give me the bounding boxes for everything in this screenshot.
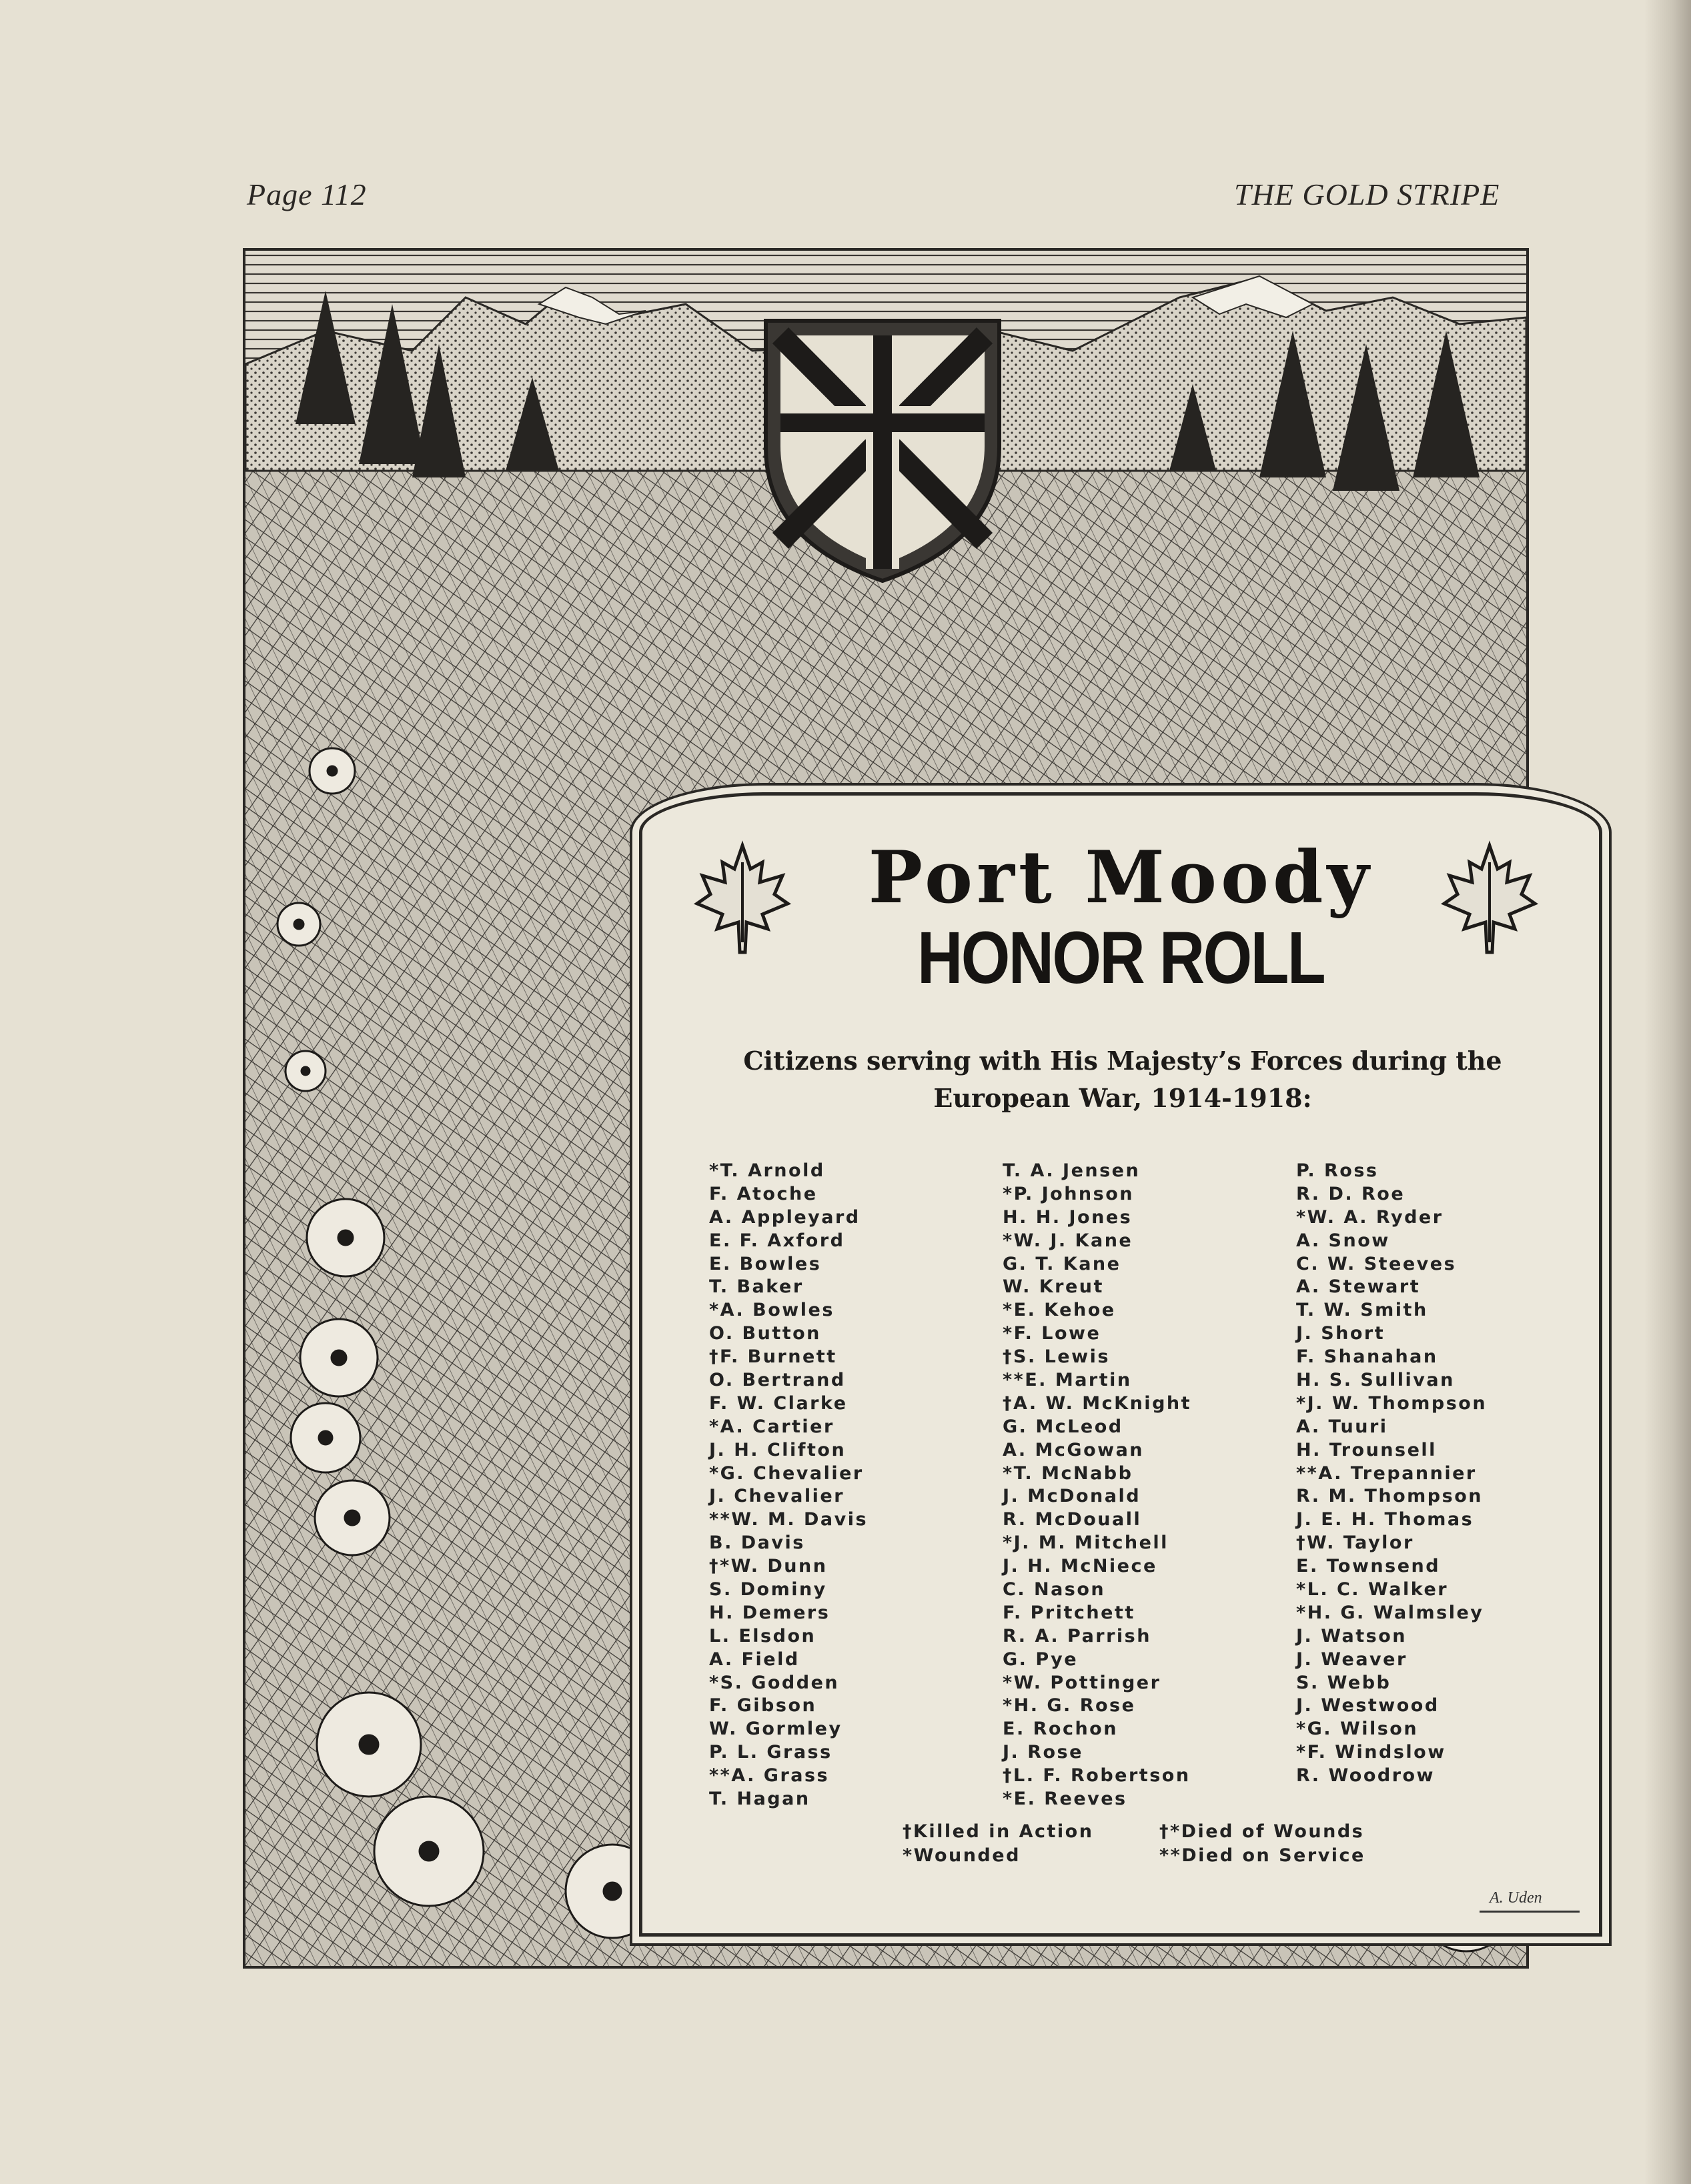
- honor-roll-name: S. Webb: [1296, 1672, 1391, 1693]
- honor-roll-name: W. Kreut: [1003, 1276, 1104, 1298]
- honor-roll-name: J. E. H. Thomas: [1296, 1509, 1474, 1530]
- honor-roll-name: **A. Trepannier: [1296, 1462, 1477, 1484]
- honor-roll-name: R. M. Thompson: [1296, 1486, 1483, 1507]
- honor-roll-name: R. McDouall: [1003, 1509, 1142, 1530]
- magazine-title: THE GOLD STRIPE: [1234, 177, 1500, 211]
- honor-roll-name: R. A. Parrish: [1003, 1625, 1151, 1647]
- honor-roll-name: *H. G. Walmsley: [1296, 1602, 1484, 1623]
- honor-roll-name: H. Trounsell: [1296, 1439, 1437, 1460]
- honor-roll-name: †A. W. McKnight: [1003, 1392, 1192, 1414]
- honor-roll-name: E. Townsend: [1296, 1556, 1441, 1577]
- honor-roll-name: J. Weaver: [1296, 1649, 1407, 1670]
- honor-roll-name: *A. Bowles: [709, 1300, 834, 1321]
- intro-text: Citizens serving with His Majesty’s Forces during the European War, 1914-1918:: [743, 1046, 1502, 1113]
- honor-roll-name: *W. Pottinger: [1003, 1672, 1161, 1693]
- honor-roll-name: J. McDonald: [1003, 1486, 1141, 1507]
- honor-roll-name: **A. Grass: [709, 1765, 830, 1787]
- honor-roll-name: A. Field: [709, 1649, 800, 1670]
- honor-roll-name: R. Woodrow: [1296, 1765, 1436, 1787]
- honor-roll-name: E. Bowles: [709, 1253, 822, 1274]
- honor-roll-name: J. Westwood: [1296, 1695, 1440, 1717]
- honor-roll-name: J. H. McNiece: [1003, 1556, 1157, 1577]
- names-column-1: [709, 1160, 868, 1811]
- honor-roll-name: †L. F. Robertson: [1003, 1765, 1191, 1787]
- legend-died-of-wounds: †*Died of Wounds: [1159, 1821, 1365, 1842]
- honor-roll-name: G. Pye: [1003, 1649, 1079, 1670]
- honor-roll-name: E. F. Axford: [709, 1230, 845, 1251]
- honor-roll-name: *J. M. Mitchell: [1003, 1532, 1169, 1554]
- legend-right: [1159, 1820, 1365, 1868]
- honor-roll-name: O. Button: [709, 1323, 821, 1344]
- honor-roll-name: *G. Wilson: [1296, 1719, 1419, 1740]
- honor-roll-name: F. Gibson: [709, 1695, 817, 1717]
- honor-roll-name: *P. Johnson: [1003, 1183, 1134, 1204]
- honor-roll-name: P. L. Grass: [709, 1742, 832, 1763]
- honor-roll-name: †S. Lewis: [1003, 1346, 1110, 1368]
- signature-underline: [1480, 1911, 1580, 1913]
- honor-roll-name: C. W. Steeves: [1296, 1253, 1457, 1274]
- honor-roll-name: T. A. Jensen: [1003, 1160, 1141, 1181]
- honor-roll-name: J. Watson: [1296, 1625, 1407, 1647]
- names-column-2: [1003, 1160, 1191, 1811]
- honor-roll-name: H. Demers: [709, 1602, 830, 1623]
- honor-roll-name: G. McLeod: [1003, 1416, 1123, 1437]
- artist-signature: A. Uden: [1490, 1889, 1542, 1907]
- honor-roll-name: R. D. Roe: [1296, 1183, 1405, 1204]
- honor-roll-panel: [639, 792, 1602, 1937]
- honor-roll-name: *W. J. Kane: [1003, 1230, 1133, 1251]
- legend-wounded: *Wounded: [903, 1845, 1021, 1866]
- honor-roll-name: *E. Reeves: [1003, 1789, 1127, 1810]
- legend-left: [903, 1820, 1093, 1868]
- honor-roll-name: O. Bertrand: [709, 1370, 846, 1391]
- honor-roll-name: F. Atoche: [709, 1183, 818, 1204]
- honor-roll-name: **E. Martin: [1003, 1370, 1132, 1391]
- honor-roll-name: A. Tuuri: [1296, 1416, 1388, 1437]
- honor-roll-name: H. H. Jones: [1003, 1206, 1133, 1228]
- honor-roll-name: A. Appleyard: [709, 1206, 861, 1228]
- honor-roll-name: A. Stewart: [1296, 1276, 1421, 1298]
- honor-roll-name: W. Gormley: [709, 1719, 842, 1740]
- honor-roll-name: F. Pritchett: [1003, 1602, 1135, 1623]
- honor-roll-name: T. Baker: [709, 1276, 804, 1298]
- honor-roll-name: *T. McNabb: [1003, 1462, 1133, 1484]
- book-gutter-shadow: [1644, 0, 1691, 2184]
- honor-roll-name: G. T. Kane: [1003, 1253, 1121, 1274]
- honor-roll-name: S. Dominy: [709, 1579, 827, 1600]
- honor-roll-name: F. Shanahan: [1296, 1346, 1438, 1368]
- town-title: Port Moody: [868, 836, 1373, 920]
- honor-roll-name: †F. Burnett: [709, 1346, 837, 1368]
- honor-roll-name: J. H. Clifton: [709, 1439, 847, 1460]
- honor-roll-name: C. Nason: [1003, 1579, 1106, 1600]
- honor-roll-name: J. Rose: [1003, 1742, 1083, 1763]
- honor-roll-name: *G. Chevalier: [709, 1462, 864, 1484]
- names-column-3: [1296, 1160, 1487, 1788]
- honor-roll-name: *L. C. Walker: [1296, 1579, 1449, 1600]
- honor-roll-name: T. W. Smith: [1296, 1300, 1428, 1321]
- honor-roll-name: *J. W. Thompson: [1296, 1392, 1488, 1414]
- honor-roll-name: H. S. Sullivan: [1296, 1370, 1455, 1391]
- honor-roll-name: J. Chevalier: [709, 1486, 845, 1507]
- honor-roll-name: *E. Kehoe: [1003, 1300, 1116, 1321]
- honor-roll-name: T. Hagan: [709, 1789, 810, 1810]
- honor-roll-name: *H. G. Rose: [1003, 1695, 1136, 1717]
- honor-roll-name: *F. Windslow: [1296, 1742, 1446, 1763]
- honor-roll-name: P. Ross: [1296, 1160, 1379, 1181]
- honor-roll-name: *S. Godden: [709, 1672, 840, 1693]
- honor-roll-name: B. Davis: [709, 1532, 805, 1554]
- honor-roll-name: A. McGowan: [1003, 1439, 1145, 1460]
- legend-died-on-service: **Died on Service: [1159, 1845, 1365, 1866]
- honor-roll-heading: HONOR ROLL: [917, 917, 1325, 999]
- legend-killed: †Killed in Action: [903, 1821, 1094, 1842]
- honor-roll-name: *W. A. Ryder: [1296, 1206, 1444, 1228]
- page-number: Page 112: [247, 177, 367, 211]
- honor-roll-name: E. Rochon: [1003, 1719, 1118, 1740]
- honor-roll-name: L. Elsdon: [709, 1625, 816, 1647]
- honor-roll-name: †*W. Dunn: [709, 1556, 828, 1577]
- honor-roll-name: F. W. Clarke: [709, 1392, 848, 1414]
- honor-roll-name: †W. Taylor: [1296, 1532, 1414, 1554]
- honor-roll-name: J. Short: [1296, 1323, 1385, 1344]
- honor-roll-name: A. Snow: [1296, 1230, 1390, 1251]
- honor-roll-name: **W. M. Davis: [709, 1509, 869, 1530]
- honor-roll-illustration: [243, 248, 1542, 1969]
- honor-roll-name: *A. Cartier: [709, 1416, 834, 1437]
- honor-roll-name: *T. Arnold: [709, 1160, 825, 1181]
- honor-roll-name: *F. Lowe: [1003, 1323, 1101, 1344]
